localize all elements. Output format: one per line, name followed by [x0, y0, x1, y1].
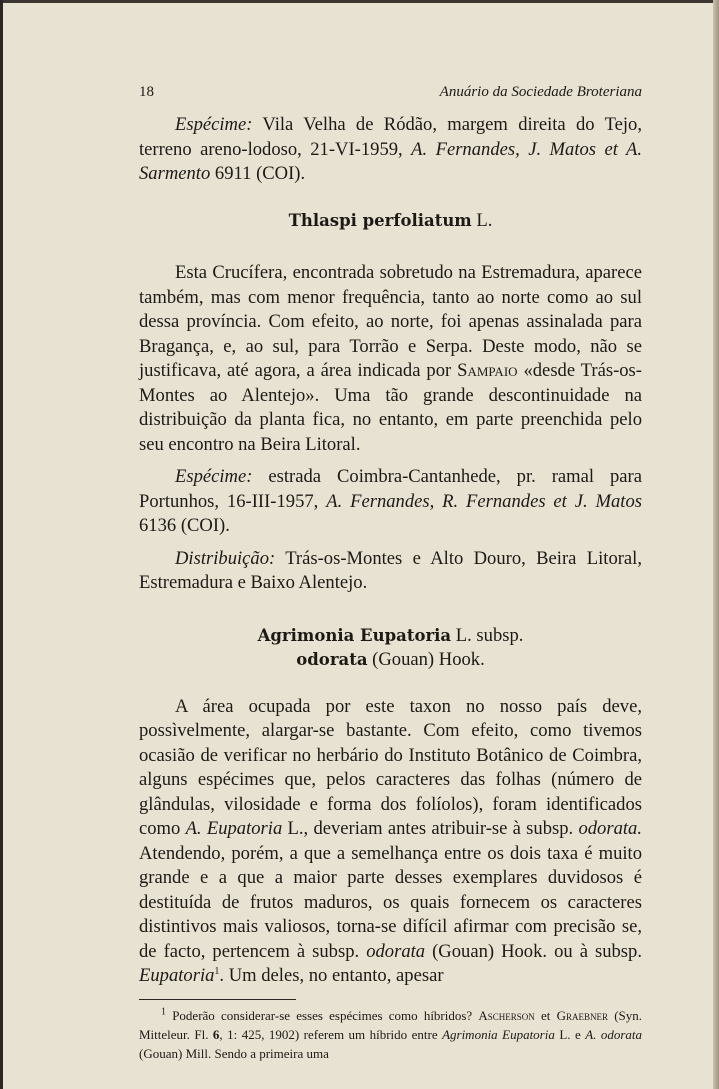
- scan-top-edge: [0, 0, 719, 3]
- species-italic: odorata.: [578, 818, 642, 839]
- footnote: [139, 1006, 642, 1063]
- footnote-text: Poderão considerar-se esses espécimes como híbridos?: [166, 1007, 479, 1023]
- paragraph-text-cont: «desde Trás-os-Montes ao Alentejo». Uma tão grande descontinuidade na distribuição da planta fica, no entanto, em parte preenchida pelo seu encontro na Beira Litoral.: [139, 360, 642, 455]
- running-header: [139, 84, 642, 101]
- taxon-name: Agrimonia Eupatoria: [257, 625, 452, 645]
- scan-right-edge: [713, 0, 719, 1089]
- footnote-text: et: [534, 1007, 557, 1023]
- footnote-volume: 6: [212, 1026, 220, 1042]
- page-content: [139, 84, 642, 1063]
- species-italic: odorata: [366, 940, 426, 962]
- page-number: 18: [139, 84, 154, 100]
- subspecies-name: odorata: [296, 650, 368, 669]
- species-italic: Eupatoria: [139, 965, 215, 986]
- species-italic: A. Eupatoria: [185, 818, 283, 839]
- footnote-text: , 1: 425, 1902) referem um híbrido entre: [219, 1026, 443, 1042]
- footnote-text: L. e: [554, 1026, 586, 1042]
- footnote-divider: [139, 999, 296, 1000]
- specimen-code: 6136 (COI).: [139, 515, 230, 536]
- footnote-author: Graebner: [556, 1007, 608, 1023]
- footnote-reference: 1: [214, 965, 220, 977]
- paragraph-text: (Gouan) Hook. ou à subsp.: [425, 940, 642, 962]
- scan-left-edge: [0, 0, 3, 1089]
- author-sampaio: Sampaio: [457, 360, 518, 381]
- specimen-collectors: A. Fernandes, J. Matos et A. Sarmento: [139, 138, 642, 184]
- section-heading-agrimonia: [139, 624, 642, 673]
- paragraph-text: Esta Crucífera, encontrada sobretudo na Estremadura, aparece também, mas com menor frequência, tanto ao norte como ao sul dessa província. Com efeito, ao norte, foi apenas assinalada para Bragança, e, ao sul, para Torrão e Serpa. Deste modo, não se justificava, até agora, a área indicada por: [139, 262, 642, 381]
- specimen-code: 6911 (COI).: [210, 163, 306, 184]
- thlaspi-specimen-paragraph: [139, 465, 642, 539]
- specimen-text: Vila Velha de Ródão, margem direita do Tejo, terreno areno-lodoso, 21-VI-1959,: [139, 114, 642, 160]
- section-heading-thlaspi: [139, 209, 642, 234]
- agrimonia-paragraph: [139, 695, 642, 989]
- footnote-text: (Gouan) Mill. Sendo a primeira uma: [139, 1045, 329, 1061]
- footnote-number: 1: [161, 1006, 166, 1018]
- paragraph-text: . Um deles, no entanto, apesar: [219, 965, 444, 986]
- paragraph-text: L., deveriam antes atribuir-se à subsp.: [282, 818, 579, 839]
- specimen-text: estrada Coimbra-Cantanhede, pr. ramal para Portunhos, 16-III-1957,: [139, 466, 642, 512]
- specimen-collectors: A. Fernandes, R. Fernandes et J. Matos: [326, 490, 642, 512]
- footnote-author: Ascherson: [478, 1007, 535, 1023]
- paragraph-text: A área ocupada por este taxon no nosso país deve, possìvelmente, alargar-se bastante. Com efeito, como tivemos ocasião de verificar no herbário do Instituto Botânico de Coimbra, alguns espécimes que, pelos caracteres das folhas (número de glândulas, vilosidade e forma dos folíolos), foram identificados como: [139, 695, 642, 839]
- taxon-author: L.: [471, 209, 493, 231]
- subspecies-author: (Gouan) Hook.: [367, 649, 485, 670]
- footnote-species: A. odorata: [585, 1026, 643, 1042]
- distribution-text: Trás-os-Montes e Alto Douro, Beira Litoral, Estremadura e Baixo Alentejo.: [139, 547, 642, 593]
- paragraph-text: Atendendo, porém, a que a semelhança entre os dois taxa é muito grande e a que a maior parte desses exemplares duvidosos é destituída de frutos maduros, os quais fornecem os caracteres distintivos mais valiosos, torna-se difícil afirmar com precisão se, de facto, pertencem à subsp.: [139, 842, 642, 962]
- thlaspi-paragraph: [139, 261, 642, 457]
- footnote-species: Agrimonia Eupatoria: [442, 1026, 555, 1042]
- thlaspi-distribution-paragraph: [139, 547, 642, 596]
- distribution-label: Distribuição:: [175, 547, 276, 569]
- specimen-label: Espécime:: [175, 114, 253, 135]
- taxon-name: Thlaspi perfoliatum: [288, 210, 472, 230]
- specimen-label: Espécime:: [175, 466, 253, 487]
- taxon-author: L. subsp.: [451, 624, 524, 646]
- footnote-text: (Syn. Mitteleur. Fl.: [139, 1007, 643, 1042]
- journal-title: Anuário da Sociedade Broteriana: [439, 84, 642, 100]
- specimen-paragraph-vila-velha: [139, 113, 642, 187]
